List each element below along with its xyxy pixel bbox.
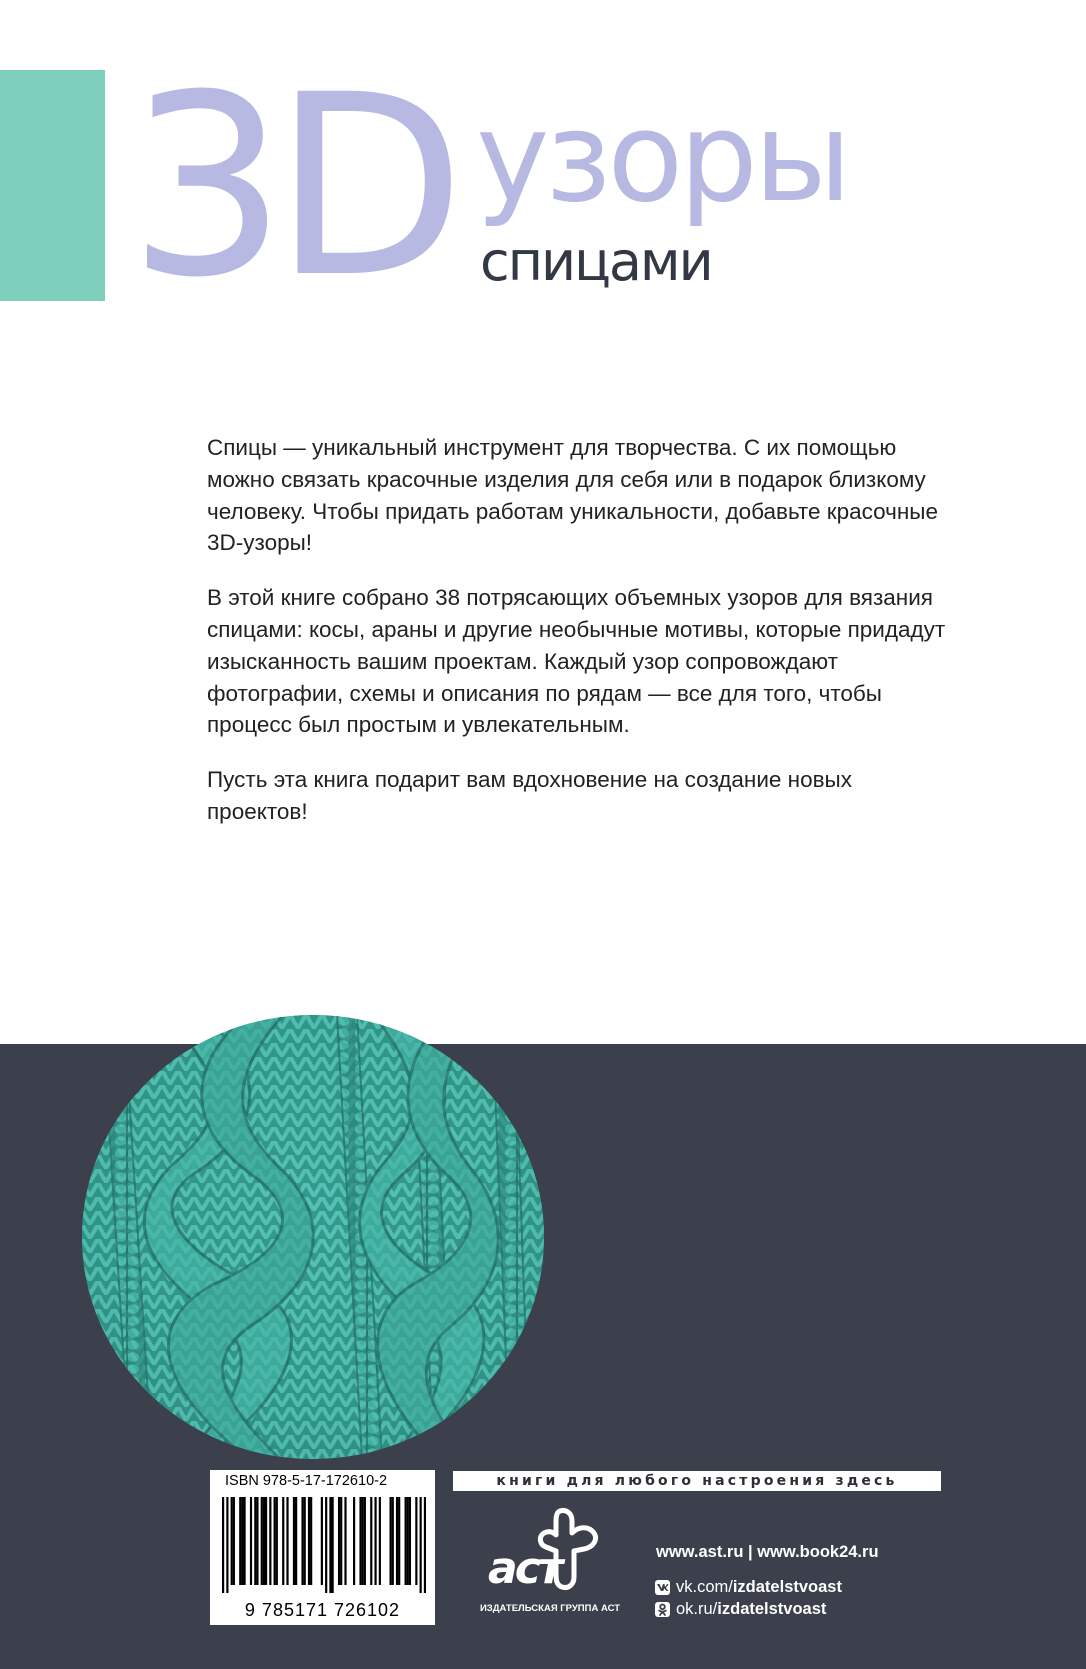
barcode-bar	[293, 1497, 295, 1585]
barcode-bar	[321, 1497, 323, 1585]
barcode-bar	[263, 1497, 265, 1585]
isbn-label: ISBN 978-5-17-172610-2	[225, 1473, 388, 1489]
barcode-bar	[304, 1497, 306, 1585]
barcode-bar	[392, 1497, 394, 1585]
barcode-bar	[396, 1497, 398, 1585]
publisher-caption: ИЗДАТЕЛЬСКАЯ ГРУППА АСТ	[479, 1603, 621, 1614]
barcode-bar	[353, 1497, 355, 1585]
knitted-cable-pattern-photo	[82, 1015, 544, 1459]
odnoklassniki-icon	[655, 1602, 670, 1617]
barcode-bar	[405, 1497, 407, 1585]
barcode-bar	[261, 1497, 263, 1585]
publisher-slogan: книги для любого настроения здесь	[453, 1471, 941, 1491]
barcode-digits: 9 785171 726102	[244, 1600, 401, 1620]
ok-handle: izdatelstvoast	[717, 1599, 827, 1618]
barcode-bar	[286, 1497, 288, 1585]
ok-link[interactable]	[655, 1598, 826, 1620]
barcode-bar	[269, 1497, 271, 1585]
ast-logo-icon	[486, 1507, 606, 1593]
barcode-bar	[295, 1497, 297, 1585]
barcode-bar	[250, 1497, 252, 1585]
barcode-bar	[370, 1497, 372, 1585]
ok-prefix: ok.ru/	[676, 1599, 718, 1618]
barcode-bar	[340, 1497, 342, 1585]
barcode-bar	[332, 1497, 334, 1593]
barcode-bar	[231, 1497, 233, 1585]
accent-color-bar	[0, 70, 105, 301]
barcode-bar	[243, 1497, 245, 1585]
vk-icon	[655, 1580, 670, 1595]
barcode-bar	[301, 1497, 303, 1585]
barcode-bar	[374, 1497, 376, 1585]
barcode-bar	[364, 1497, 366, 1585]
barcode-bar	[233, 1497, 235, 1585]
barcode-bar	[415, 1497, 417, 1585]
barcode-bar	[329, 1497, 331, 1593]
barcode-bar	[325, 1497, 327, 1593]
barcode-bar	[308, 1497, 310, 1585]
barcode-bar	[344, 1497, 346, 1585]
publisher-websites[interactable]: www.ast.ru | www.book24.ru	[656, 1543, 879, 1561]
barcode-bar	[222, 1497, 224, 1593]
title-main: узоры	[476, 86, 848, 230]
title-subtitle: спицами	[480, 230, 712, 293]
barcode-bar	[398, 1497, 400, 1585]
description-paragraph: Спицы — уникальный инструмент для творчества. С их помощью можно связать красочные изделия для себя или в подарок близкому человеку. Чтобы придать работам уникальности, добавьте красочные 3D-узоры!	[207, 435, 938, 556]
description-paragraph: В этой книге собрано 38 потрясающих объемных узоров для вязания спицами: косы, араны и другие необычные мотивы, которые придадут изысканность вашим проектам. Каждый узор сопровождают фотографии, схемы и описания по рядам — все для того, чтобы процесс был простым и увлекательным.	[207, 585, 946, 738]
vk-link[interactable]	[655, 1576, 842, 1598]
description-block	[207, 432, 947, 851]
barcode-bar	[282, 1497, 284, 1585]
barcode-bar	[379, 1497, 381, 1585]
barcode-bar	[256, 1497, 258, 1585]
barcode-bar	[265, 1497, 267, 1585]
barcode-bar	[389, 1497, 391, 1585]
barcode-bar	[310, 1497, 312, 1585]
description-paragraph: Пусть эта книга подарит вам вдохновение на создание новых проектов!	[207, 767, 852, 824]
barcode-bar	[338, 1497, 340, 1585]
barcode-bar	[420, 1497, 422, 1593]
barcode-bar	[239, 1497, 241, 1585]
barcode-bar	[424, 1497, 426, 1593]
vk-prefix: vk.com/	[676, 1577, 733, 1596]
vk-handle: izdatelstvoast	[732, 1577, 842, 1596]
ast-logo-text: аст	[488, 1543, 561, 1593]
barcode-bar	[409, 1497, 411, 1585]
barcode-bar	[359, 1497, 361, 1585]
barcode-bar	[407, 1497, 409, 1585]
barcode-bar	[274, 1497, 276, 1585]
barcode-image	[222, 1497, 426, 1593]
title-3d: 3D	[128, 41, 452, 332]
barcode-bar	[241, 1497, 243, 1585]
barcode-bar	[226, 1497, 228, 1593]
barcode-bar	[254, 1497, 256, 1585]
barcode-bar	[276, 1497, 278, 1585]
barcode-bar	[362, 1497, 364, 1585]
